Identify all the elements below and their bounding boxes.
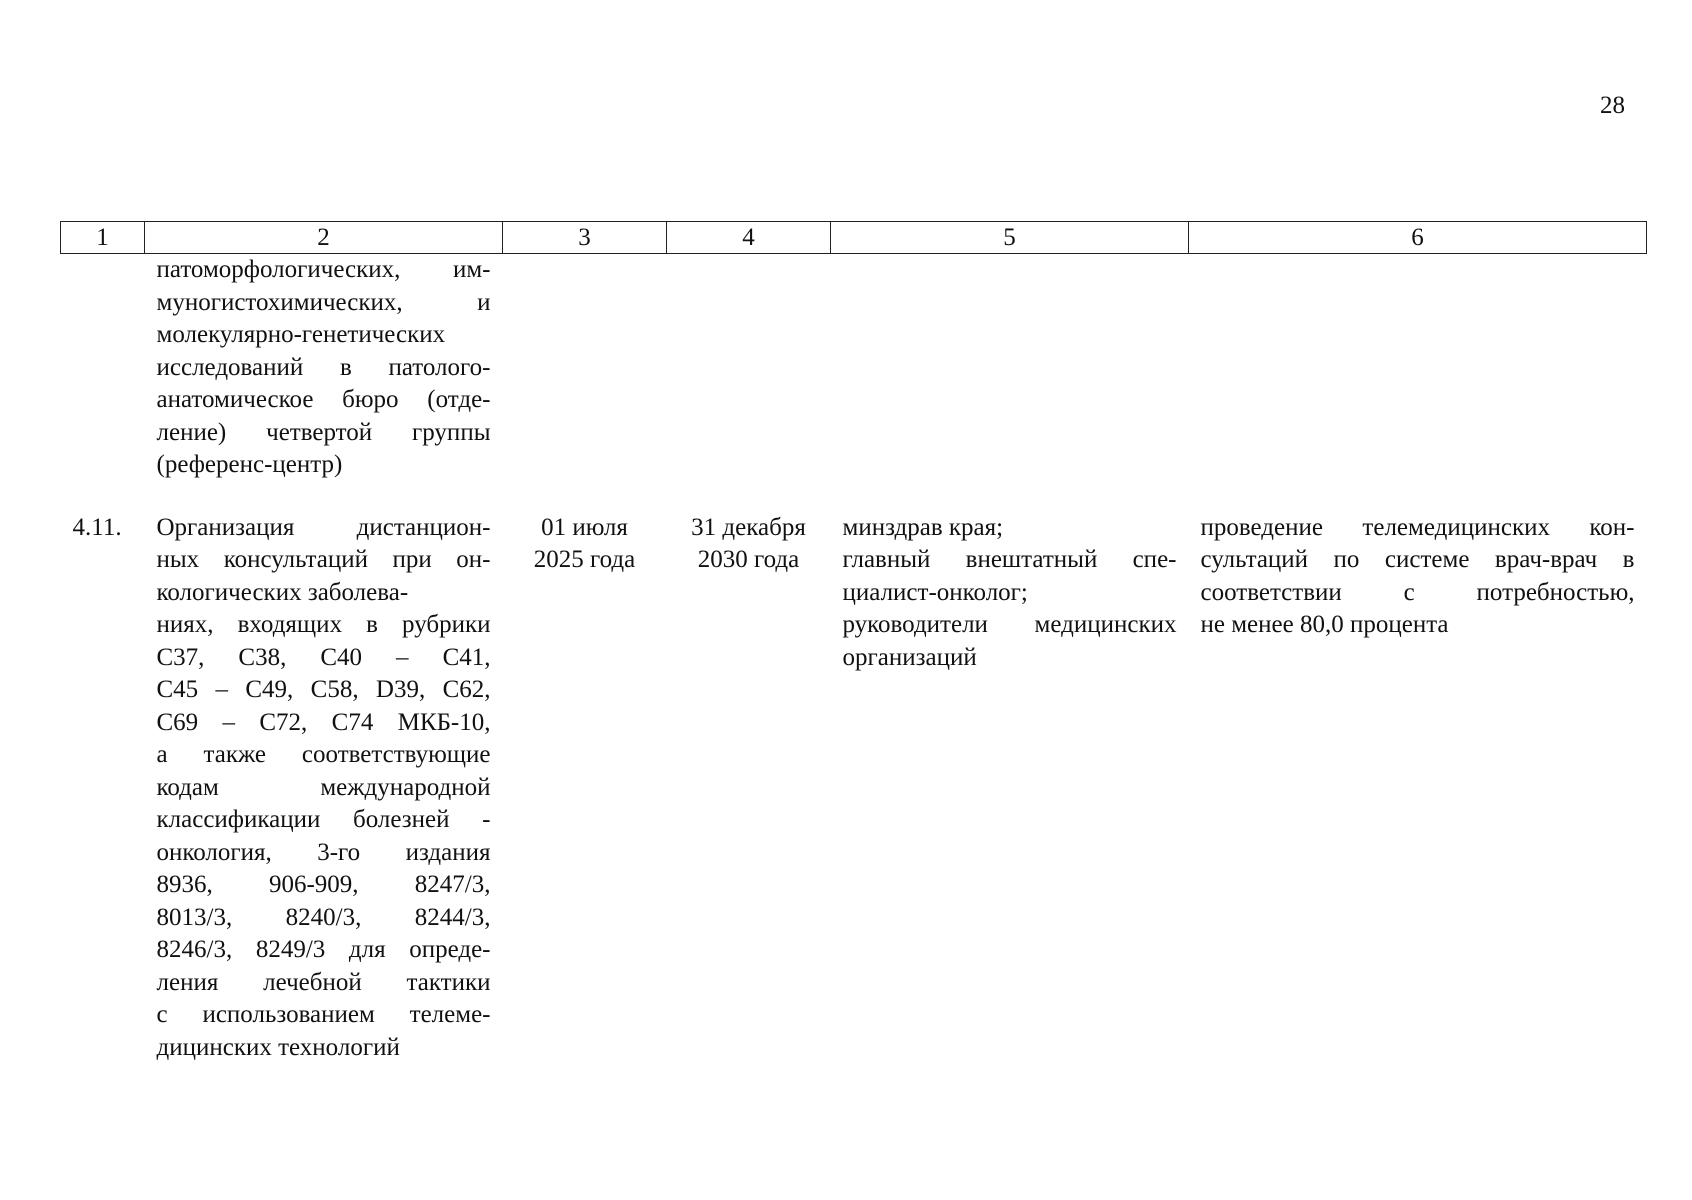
header-col-4: 4 xyxy=(667,222,831,254)
table-row-continuation xyxy=(61,254,1647,512)
text-line: руководители медицинских xyxy=(842,611,1177,638)
end-date-cell xyxy=(667,512,831,1065)
text-line: муногистохимических, и xyxy=(156,288,491,316)
text-line: C45 – C49, C58, D39, C62, xyxy=(156,676,491,703)
text-line: соответствии с потребностью, xyxy=(1200,578,1635,606)
row-description-cell xyxy=(145,512,503,1065)
result-cell xyxy=(1189,512,1647,1065)
text-line: организаций xyxy=(842,643,977,671)
text-line: классификации болезней - xyxy=(156,806,491,833)
text-line: (референс-центр) xyxy=(156,451,343,478)
text-line: исследований в патолого- xyxy=(156,353,491,381)
text-line: а также соответствующие xyxy=(156,741,491,768)
text-line: кологических заболева- xyxy=(156,578,409,606)
text-line: проведение телемедицинских кон- xyxy=(1200,513,1635,541)
header-col-5: 5 xyxy=(831,222,1189,254)
header-col-3: 3 xyxy=(503,222,667,254)
table-header-row xyxy=(61,222,1647,254)
header-col-1: 1 xyxy=(61,222,145,254)
table-row-4-11 xyxy=(61,512,1647,1065)
text-line: дицинских технологий xyxy=(156,1033,400,1061)
text-line: C37, C38, C40 – C41, xyxy=(156,643,491,671)
text-line: анатомическое бюро (отде- xyxy=(156,386,491,413)
page-number: 28 xyxy=(1600,92,1625,119)
text-line: онкология, 3-го издания xyxy=(156,838,491,866)
text-line: главный внештатный спе- xyxy=(842,546,1177,573)
continuation-description-cell xyxy=(145,254,503,512)
text-line: минздрав края; xyxy=(842,513,1004,541)
text-line: кодам международной xyxy=(156,773,491,801)
text-line: патоморфологических, им- xyxy=(156,256,491,283)
text-line: 8936, 906-909, 8247/3, xyxy=(156,871,491,898)
text-line: Организация дистанцион- xyxy=(156,513,491,541)
text-line: циалист-онколог; xyxy=(842,578,1028,606)
header-col-6: 6 xyxy=(1189,222,1647,254)
continuation-number-cell xyxy=(61,254,145,512)
text-line: молекулярно-генетических xyxy=(156,321,446,348)
text-line: ниях, входящих в рубрики xyxy=(156,611,491,638)
text-line: 8246/3, 8249/3 для опреде- xyxy=(156,936,491,963)
responsible-cell xyxy=(831,512,1189,1065)
plan-table xyxy=(60,221,1647,1064)
end-date-line: 31 декабря xyxy=(691,513,806,541)
row-number: 4.11. xyxy=(72,513,122,541)
text-line: с использованием телеме- xyxy=(156,1001,491,1028)
end-date-line: 2030 года xyxy=(697,546,800,573)
text-line: 8013/3, 8240/3, 8244/3, xyxy=(156,903,491,931)
text-line: сультаций по системе врач-врач в xyxy=(1200,546,1635,573)
start-date-line: 2025 года xyxy=(533,546,636,573)
header-col-2: 2 xyxy=(145,222,503,254)
text-line: ление) четвертой группы xyxy=(156,418,491,446)
text-line: C69 – C72, C74 МКБ-10, xyxy=(156,708,491,736)
text-line: ных консультаций при он- xyxy=(156,546,491,573)
start-date-cell xyxy=(503,512,667,1065)
text-line: не менее 80,0 процента xyxy=(1200,611,1449,638)
start-date-line: 01 июля xyxy=(541,513,628,541)
text-line: ления лечебной тактики xyxy=(156,968,491,996)
